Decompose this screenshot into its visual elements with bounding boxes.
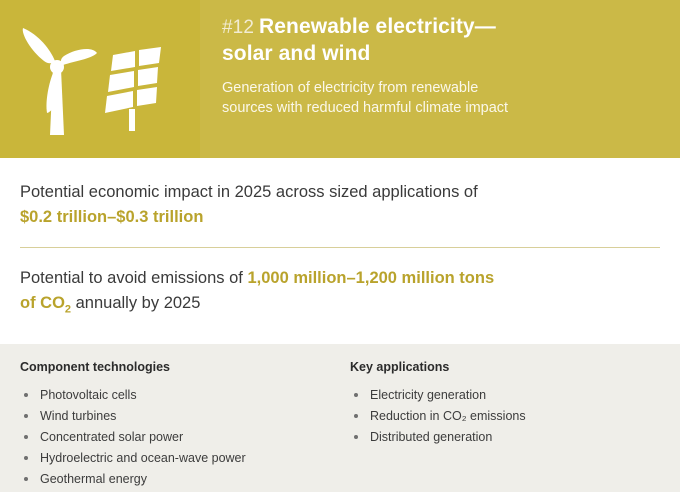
list-item: Distributed generation [350, 427, 660, 448]
emissions-tail: annually by 2025 [71, 294, 201, 312]
emissions-value: 1,000 million–1,200 million tons [247, 269, 495, 287]
key-applications-heading: Key applications [350, 360, 450, 374]
list-item: Concentrated solar power [20, 427, 350, 448]
emissions-subscript: 2 [64, 303, 72, 316]
component-technologies-heading: Component technologies [20, 360, 170, 374]
header-subtitle-line2: sources with reduced harmful climate impact [222, 100, 509, 116]
page-title [222, 14, 658, 41]
divider [20, 247, 660, 248]
key-applications-column [350, 360, 660, 492]
emissions-impact [20, 266, 660, 322]
economic-impact-value: $0.2 trillion–$0.3 trillion [20, 208, 204, 226]
header-subtitle-line1: Generation of electricity from renewable [222, 80, 479, 96]
list-item: Wind turbines [20, 406, 350, 427]
economic-impact-lead: Potential economic impact in 2025 across sized applications of [20, 183, 478, 201]
key-applications-list [350, 385, 660, 448]
component-technologies-list [20, 385, 350, 490]
list-item: Hydroelectric and ocean-wave power [20, 448, 350, 469]
card-header [0, 0, 680, 158]
solar-panel-icon [101, 47, 181, 131]
list-item: Reduction in CO₂ emissions [350, 406, 660, 427]
list-item: Electricity generation [350, 385, 660, 406]
lists-section [0, 344, 680, 492]
list-item: Geothermal energy [20, 469, 350, 490]
wind-turbine-icon [17, 25, 97, 135]
item-number: #12 [222, 17, 255, 38]
impact-section [0, 158, 680, 322]
component-technologies-column [20, 360, 350, 492]
renewable-energy-icon [15, 19, 185, 139]
page-title-line2: solar and wind [222, 42, 371, 65]
emissions-value-co2: of CO [20, 294, 65, 312]
header-icon-panel [0, 0, 200, 158]
emissions-lead: Potential to avoid emissions of [20, 269, 248, 287]
page-title-line1: Renewable electricity— [259, 15, 496, 38]
list-item: Photovoltaic cells [20, 385, 350, 406]
header-text-panel [200, 0, 680, 158]
header-subtitle [222, 78, 612, 118]
